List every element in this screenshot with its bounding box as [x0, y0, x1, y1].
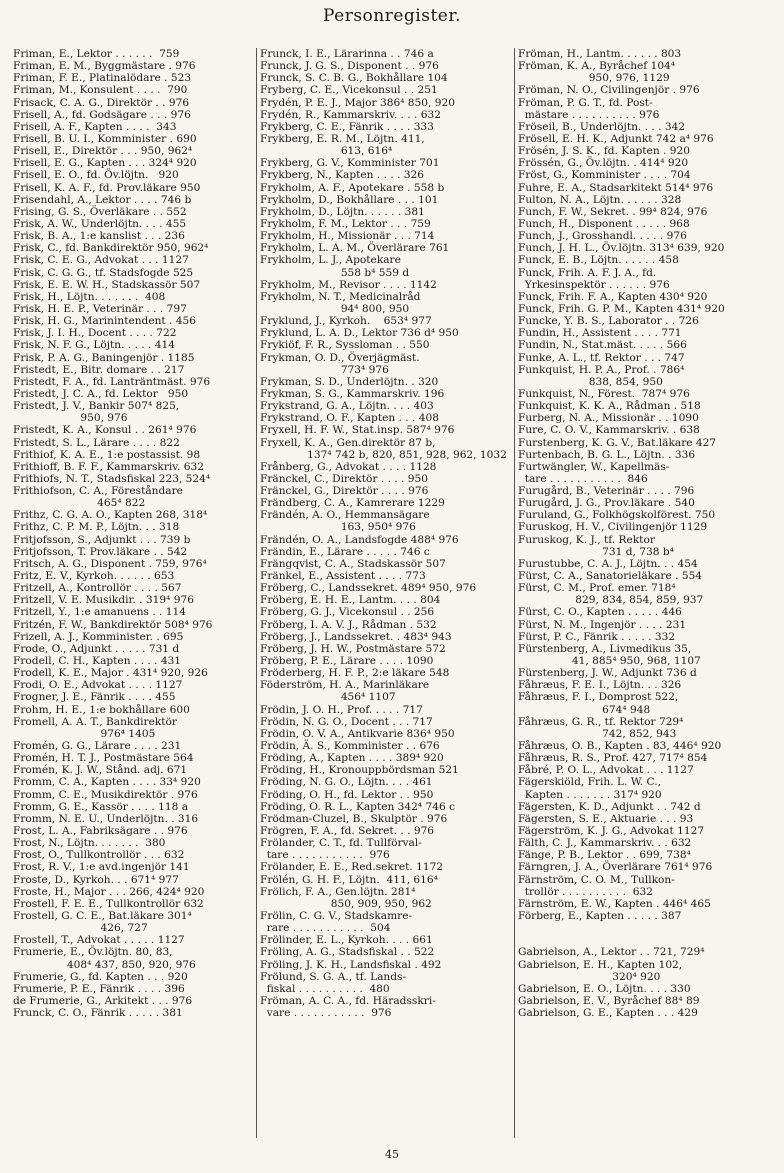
register-entry: Fulton, N. A., Löjtn. . . . . . 328: [518, 193, 682, 206]
register-entry: Fröding, N. G. O., Löjtn. . . . 461: [260, 776, 433, 789]
register-entry: Fristedt, E., Bitr. domare . . 217: [13, 363, 185, 376]
register-entry: Funkquist, K. K. A., Rådman . 518: [518, 400, 701, 413]
register-entry: rare . . . . . . . . . . . 504: [260, 922, 391, 935]
register-entry: 465⁴ 822: [13, 497, 146, 510]
register-entry: Fryxell, H. F. W., Stat.insp. 587⁴ 976: [260, 424, 455, 437]
register-entry: Fröling, A. G., Stadsfiskal . . 522: [260, 946, 435, 959]
register-entry: Fåhræus, F. I., Domprost 522,: [518, 691, 679, 704]
register-entry: Fundin, N., Stat.mäst. . . . . 566: [518, 339, 687, 352]
register-entry: Fromm, C. A., Kapten . . . . 33⁴ 920: [13, 776, 201, 789]
register-entry: Fåbré, P. O. L., Advokat . . . 1127: [518, 764, 694, 777]
register-entry: Fränkel, E., Assistent . . . . 773: [260, 570, 426, 583]
register-entry: vare . . . . . . . . . . . 976: [260, 1007, 392, 1020]
register-entry: 838, 854, 950: [518, 375, 663, 388]
register-entry: Frändin, E., Lärare . . . . . 746 c: [260, 545, 430, 558]
register-entry: Fröding, O. H., fd. Lektor . . 950: [260, 788, 434, 801]
register-entry: Fritjofsson, T. Prov.läkare . . 542: [13, 545, 188, 558]
register-entry: Frödin, J. O. H., Prof. . . . . 717: [260, 703, 423, 716]
register-entry: Fristedt, S. L., Lärare . . . . 822: [13, 436, 180, 449]
register-entry: Frostell, T., Advokat . . . . . 1127: [13, 934, 185, 947]
register-entry: Frode, O., Adjunkt . . . . . 731 d: [13, 642, 180, 655]
register-entry: Frunck, S. C. B. G., Bokhållare 104: [260, 72, 448, 85]
register-entry: Frykholm, D., Bokhållare . . . 101: [260, 193, 439, 206]
register-entry: 456⁴ 1107: [260, 691, 396, 704]
register-entry: Frumerie, P. E., Fänrik . . . . 396: [13, 982, 185, 995]
register-entry: Frisell, B. U. I., Komminister . 690: [13, 132, 197, 145]
register-entry: 674⁴ 948: [518, 703, 651, 716]
register-entry: Frunck, J. G. S., Disponent . . 976: [260, 60, 439, 73]
register-entry: Fürst, N. M., Ingenjör . . . . 231: [518, 618, 687, 631]
register-entry: [518, 922, 776, 934]
register-entry: Fristedt, J. V., Bankir 507⁴ 825,: [13, 400, 180, 413]
register-entry: Fritzell, A., Kontrollör . . . . 567: [13, 582, 182, 595]
register-entry: Furstenberg, K. G. V., Bat.läkare 427: [518, 436, 717, 449]
register-entry: Funck, Frih. F. A., Kapten 430⁴ 920: [518, 290, 708, 303]
register-entry: [518, 934, 776, 946]
register-entry: Frändén, O. A., Landsfogde 488⁴ 976: [260, 533, 459, 546]
register-entry: Frithiofson, C. A., Föreståndare: [13, 485, 183, 498]
register-entry: Frykman, S. G., Kammarskriv. 196: [260, 387, 445, 400]
register-column-left: [13, 48, 253, 1019]
register-entry: Fränckel, C., Direktör . . . . 950: [260, 472, 428, 485]
register-entry: Funch, J. H. L., Öv.löjtn. 313⁴ 639, 920: [518, 242, 725, 255]
register-entry: Frölin, C. G. V., Stadskamre-: [260, 909, 413, 922]
register-entry: Fromm, N. E. U., Underlöjtn. . 316: [13, 812, 199, 825]
register-entry: Frostell, F. E. E., Tullkontrollör 632: [13, 897, 204, 910]
register-entry: Furustubbe, C. A. J., Löjtn. . . 454: [518, 557, 698, 570]
register-entry: Fröberg, C., Landssekret. 489⁴ 950, 976: [260, 582, 477, 595]
register-entry: Fåhræus, G. R., tf. Rektor 729⁴: [518, 715, 684, 728]
register-entry: Frykiöf, F. R., Syssloman . . 550: [260, 339, 430, 352]
register-entry: Furugård, J. G., Prov.läkare . 540: [518, 497, 695, 510]
register-entry: Fromén, K. J. W., Stånd. adj. 671: [13, 764, 188, 777]
register-entry: Frumerie, G., fd. Kapten . . . 920: [13, 970, 188, 983]
register-entry: de Frumerie, G., Arkitekt . . . 976: [13, 994, 193, 1007]
register-entry: Frisk, H., Löjtn. . . . . . . 408: [13, 290, 166, 303]
register-entry: Fägerskiöld, Frih. L. W. C.,: [518, 776, 661, 789]
register-entry: Frisk, A. W., Underlöjtn. . . . 455: [13, 217, 187, 230]
register-entry: Frisell, A. F., Kapten . . . . 343: [13, 120, 177, 133]
register-entry: Frisell, K. A. F., fd. Prov.läkare 950: [13, 181, 201, 194]
register-entry: Frising, G. S., Överläkare . . 552: [13, 205, 187, 218]
register-entry: Froste, D., Kyrkoh. . . 671⁴ 977: [13, 873, 179, 886]
register-entry: Frösell, E. H. K., Adjunkt 742 a⁴ 976: [518, 132, 714, 145]
register-entry: Frisk, B. A., 1:e kanslist . . . 236: [13, 230, 185, 243]
register-entry: Frykberg, C. E., Fänrik . . . . 333: [260, 120, 434, 133]
register-entry: Frödin, O. V. A., Antikvarie 836⁴ 950: [260, 727, 455, 740]
register-entry: Frizell, A. J., Komminister. . 695: [13, 630, 184, 643]
register-entry: Fröman, A. C. A., fd. Häradsskri-: [260, 994, 436, 1007]
register-entry: Frisell, A., fd. Godsägare . . . 976: [13, 108, 191, 121]
register-entry: Froste, H., Major . . . 266, 424⁴ 920: [13, 885, 205, 898]
register-entry: Frost, N., Löjtn. . . . . . . 380: [13, 837, 166, 850]
register-entry: Fröberg, J. H. W., Postmästare 572: [260, 642, 446, 655]
register-entry: tare . . . . . . . . . . . 976: [260, 849, 390, 862]
register-entry: Fröling, J. K. H., Landsfiskal . 492: [260, 958, 442, 971]
register-entry: Frändberg, C. A., Kamrerare 1229: [260, 497, 445, 510]
register-entry: fiskal . . . . . . . . . . 480: [260, 982, 390, 995]
register-entry: Frösén, J. S. K., fd. Kapten . 920: [518, 145, 690, 158]
register-entry: Fägersten, S. E., Aktuarie . . . 93: [518, 812, 694, 825]
register-entry: Frithiofs, N. T., Stadsfiskal 223, 524⁴: [13, 472, 211, 485]
register-entry: Fürst, P. C., Fänrik . . . . . 332: [518, 630, 676, 643]
register-entry: Fromén, G. G., Lärare . . . . 231: [13, 740, 182, 753]
register-entry: Frisk, H. G., Marinintendent . 456: [13, 315, 197, 328]
register-entry: Furugård, B., Veterinär . . . . 796: [518, 485, 695, 498]
register-entry: Frykholm, H., Missionär . . . 714: [260, 230, 435, 243]
register-entry: Fröman, P. G. T., fd. Post-: [518, 96, 653, 109]
register-entry: Frykholm, N. T., Medicinalråd: [260, 290, 421, 303]
register-entry: Frunck, I. E., Lärarinna . . 746 a: [260, 48, 434, 60]
register-entry: Fryklund, J., Kyrkoh. 653⁴ 977: [260, 315, 432, 328]
register-entry: 850, 909, 950, 962: [260, 897, 432, 910]
register-entry: Fristedt, F. A., fd. Lanträntmäst. 976: [13, 375, 211, 388]
register-entry: Furuland, G., Folkhögskolförest. 750: [518, 509, 716, 522]
register-entry: Frykholm, D., Löjtn. . . . . . 381: [260, 205, 425, 218]
register-entry: Förberg, E., Kapten . . . . . 387: [518, 909, 682, 922]
register-entry: Frykholm, A. F., Apotekare . 558 b: [260, 181, 445, 194]
register-entry: Fröberg, E. H. E., Lantm. . . . 804: [260, 594, 441, 607]
register-entry: 950, 976, 1129: [518, 72, 670, 85]
register-entry: Färnström, C. O. M., Tullkon-: [518, 873, 675, 886]
register-entry: Frydén, R., Kammarskriv. . . . 632: [260, 108, 441, 121]
register-column-middle: [256, 48, 512, 1138]
register-entry: Frölén, G. H. F., Löjtn. 411, 616⁴: [260, 873, 438, 886]
register-entry: Frunck, C. O., Fänrik . . . . . 381: [13, 1007, 183, 1020]
register-entry: Frölund, S. G. A., tf. Lands-: [260, 970, 407, 983]
register-entry: Frithz, C. G. A. O., Kapten 268, 318⁴: [13, 509, 208, 522]
register-entry: Frost, O., Tullkontrollör . . . 632: [13, 849, 185, 862]
register-entry: Fürst, C. M., Prof. emer. 718⁴: [518, 582, 676, 595]
register-entry: Frithioff, B. F. F., Kammarskriv. 632: [13, 460, 204, 473]
register-entry: Kapten . . . . . . . 317⁴ 920: [518, 788, 662, 801]
register-entry: Fröman, H., Lantm. . . . . . 803: [518, 48, 682, 60]
register-entry: Fränckel, G., Direktör . . . . 976: [260, 485, 429, 498]
register-entry: Frössén, G., Öv.löjtn. . 414⁴ 920: [518, 157, 689, 170]
register-entry: Funck, Frih. A. F. J. A., fd.: [518, 266, 657, 279]
register-entry: Yrkesinspektör . . . . . . 976: [518, 278, 670, 291]
register-entry: Frisack, C. A. G., Direktör . . 976: [13, 96, 190, 109]
register-entry: Fürstenberg, J. W., Adjunkt 736 d: [518, 667, 697, 680]
register-entry: 731 d, 738 b⁴: [518, 545, 674, 558]
register-entry: 976⁴ 1405: [13, 727, 156, 740]
register-entry: Gabrielson, E. V., Byråchef 88⁴ 89: [518, 994, 700, 1007]
register-entry: Frisell, E., Direktör . . . 950, 962⁴: [13, 145, 193, 158]
register-entry: Fägerström, K. J. G., Advokat 1127: [518, 825, 705, 837]
register-entry: Gabrielson, E. H., Kapten 102,: [518, 958, 683, 971]
register-entry: Frykholm, L. A. M., Överlärare 761: [260, 242, 450, 255]
register-entry: Färngren, J. A., Överlärare 761⁴ 976: [518, 861, 713, 874]
register-entry: Frykholm, L. J., Apotekare: [260, 254, 401, 267]
register-entry: Frodell, K. E., Major . 431⁴ 920, 926: [13, 667, 208, 680]
register-entry: Funcke, Y. B. S., Laborator . . 726: [518, 315, 699, 328]
register-entry: Fromell, A. A. T., Bankdirektör: [13, 715, 177, 728]
register-entry: Funkquist, N., Förest. 787⁴ 976: [518, 387, 690, 400]
register-entry: Funke, A. L., tf. Rektor . . . 747: [518, 351, 685, 364]
register-entry: Fröding, O. R. L., Kapten 342⁴ 746 c: [260, 800, 456, 813]
register-entry: 94⁴ 800, 950: [260, 302, 410, 315]
register-entry: Friman, F. E., Platinalödare . 523: [13, 72, 192, 85]
register-entry: Fåhræus, R. S., Prof. 427, 717⁴ 854: [518, 752, 708, 765]
register-entry: Frykberg, G. V., Komminister 701: [260, 157, 440, 170]
register-entry: Fromén, H. T. J., Postmästare 564: [13, 752, 194, 765]
register-entry: Fuhre, E. A., Stadsarkitekt 514⁴ 976: [518, 181, 714, 194]
register-entry: Furuskog, H. V., Civilingenjör 1129: [518, 521, 708, 534]
register-entry: Fryxell, K. A., Gen.direktör 87 b,: [260, 436, 436, 449]
register-entry: Frisendahl, A., Lektor . . . . 746 b: [13, 193, 192, 206]
register-entry: Fürst, C. A., Sanatorieläkare . 554: [518, 570, 703, 583]
register-entry: Frostell, G. C. E., Bat.läkare 301⁴: [13, 909, 192, 922]
register-entry: Fröding, A., Kapten . . . . 389⁴ 920: [260, 752, 444, 765]
register-entry: 742, 852, 943: [518, 727, 677, 740]
register-entry: 408⁴ 437, 850, 920, 976: [13, 958, 196, 971]
register-entry: Frykberg, N., Kapten . . . . 326: [260, 169, 425, 182]
register-entry: Frödin, Ä. S., Komminister . . 676: [260, 740, 440, 753]
register-entry: Frogner, J. E., Fänrik . . . . 455: [13, 691, 176, 704]
register-entry: 163, 950⁴ 976: [260, 521, 416, 534]
register-entry: Frost, R. V., 1:e avd.ingenjör 141: [13, 861, 190, 874]
register-entry: Frisk, E. E. W. H., Stadskassör 507: [13, 278, 201, 291]
register-entry: Färnström, E. W., Kapten . 446⁴ 465: [518, 897, 711, 910]
register-entry: Frölander, E. E., Red.sekret. 1172: [260, 861, 444, 874]
register-entry: Fürstenberg, A., Livmedikus 35,: [518, 642, 692, 655]
register-entry: Frisk, P. A. G., Baningenjör . 1185: [13, 351, 195, 364]
register-entry: Fristedt, K. A., Konsul . . 261⁴ 976: [13, 424, 197, 437]
register-entry: Furuskog, K. J., tf. Rektor: [518, 533, 655, 546]
register-entry: Fritjofsson, S., Adjunkt . . . 739 b: [13, 533, 191, 546]
register-entry: 558 b⁴ 559 d: [260, 266, 410, 279]
register-entry: Funck, E. B., Löjtn. . . . . . 458: [518, 254, 679, 267]
register-entry: Frändén, A. O., Hemmansägare: [260, 509, 430, 522]
register-entry: Fröberg, J., Landssekret. . 483⁴ 943: [260, 630, 452, 643]
register-entry: Friman, E., Lektor . . . . . . 759: [13, 48, 180, 60]
register-entry: Frölinder, E. L., Kyrkoh. . . . 661: [260, 934, 433, 947]
register-entry: Fromm, G. E., Kassör . . . . 118 a: [13, 800, 189, 813]
register-entry: Fristedt, J. C. A., fd. Lektor 950: [13, 387, 189, 400]
register-entry: Fröberg, G. J., Vicekonsul . . 256: [260, 606, 435, 619]
register-entry: Funck, Frih. G. P. M., Kapten 431⁴ 920: [518, 302, 725, 315]
register-entry: Frisk, N. F. G., Löjtn. . . . . 414: [13, 339, 176, 352]
register-entry: Frykholm, F. M., Lektor . . . 759: [260, 217, 431, 230]
register-entry: Fröderberg, H. F. P., 2:e läkare 548: [260, 667, 450, 680]
register-entry: Fåhræus, F. E. I., Löjtn. . . 326: [518, 679, 682, 692]
register-entry: tare . . . . . . . . . . . 846: [518, 472, 648, 485]
register-entry: Fröding, H., Kronouppbördsman 521: [260, 764, 459, 777]
register-entry: Frånberg, G., Advokat . . . . 1128: [260, 460, 437, 473]
register-entry: Frisk, C., fd. Bankdirektör 950, 962⁴: [13, 242, 209, 255]
register-entry: Fryberg, C. E., Vicekonsul . . 251: [260, 84, 438, 97]
register-entry: Frisell, E. O., fd. Öv.löjtn. 920: [13, 169, 179, 182]
register-entry: Gabrielson, E. O., Löjtn. . . . 330: [518, 982, 691, 995]
register-entry: Frykman, S. D., Underlöjtn. . 320: [260, 375, 439, 388]
register-entry: Friman, E. M., Byggmästare . 976: [13, 60, 196, 73]
register-entry: Frykberg, E. R. M., Löjtn. 411,: [260, 132, 425, 145]
register-entry: Fälth, C. J., Kammarskriv. . . 632: [518, 837, 692, 850]
register-entry: 773⁴ 976: [260, 363, 389, 376]
register-entry: Fröberg, I. A. V. J., Rådman . 532: [260, 618, 437, 631]
register-entry: Fägersten, K. D., Adjunkt . . 742 d: [518, 800, 701, 813]
register-entry: Fröst, G., Komminister . . . . 704: [518, 169, 691, 182]
register-column-right: [514, 48, 776, 1138]
register-entry: Funkquist, H. P. A., Prof. . 786⁴: [518, 363, 685, 376]
register-entry: Frödman-Cluzel, B., Skulptör . 976: [260, 812, 448, 825]
register-entry: Frisk, J. I. H., Docent . . . . 722: [13, 327, 177, 340]
page-title: Personregister.: [322, 6, 462, 26]
register-entry: Fritz, E. V., Kyrkoh. . . . . . 653: [13, 570, 175, 583]
register-entry: Fromm, C. E., Musikdirektör . 976: [13, 788, 198, 801]
register-entry: Fritsch, A. G., Disponent . 759, 976⁴: [13, 557, 207, 570]
register-entry: Frisk, C. G. G., tf. Stadsfogde 525: [13, 266, 194, 279]
register-entry: Frisk, H. E. P., Veterinär . . . 797: [13, 302, 187, 315]
register-entry: Fänge, P. B., Lektor . . 699, 738⁴: [518, 849, 691, 862]
register-entry: Furtenbach, B. G. L., Löjtn. . 336: [518, 448, 696, 461]
register-entry: 829, 834, 854, 859, 937: [518, 594, 704, 607]
register-entry: Furtwängler, W., Kapellmäs-: [518, 460, 670, 473]
register-entry: Gabrielson, A., Lektor . . 721, 729⁴: [518, 946, 705, 959]
register-entry: Föderström, H. A., Marinläkare: [260, 679, 430, 692]
register-entry: Frykholm, M., Revisor . . . . 1142: [260, 278, 437, 291]
register-entry: 950, 976: [13, 412, 128, 425]
register-entry: Frölich, F. A., Gen.löjtn. 281⁴: [260, 885, 416, 898]
register-entry: Frykman, O. D., Överjägmäst.: [260, 351, 420, 364]
register-entry: Frisell, E. G., Kapten . . . 324⁴ 920: [13, 157, 197, 170]
register-entry: Fritzell, V. E. Musikdir. . 319⁴ 976: [13, 594, 194, 607]
register-entry: Fåhræus, O. B., Kapten . 83, 446⁴ 920: [518, 740, 722, 753]
register-entry: Frithz, C. P. M. P., Löjtn. . . 318: [13, 521, 180, 534]
register-entry: Frost, L. A., Fabriksägare . . 976: [13, 825, 188, 837]
register-entry: Funch, F. W., Sekret. . 99⁴ 824, 976: [518, 205, 708, 218]
register-entry: Frykstrand, G. A., Löjtn. . . . 403: [260, 400, 434, 413]
register-entry: Fritzén, F. W., Bankdirektör 508⁴ 976: [13, 618, 213, 631]
register-entry: Fundin, H., Assistent . . . . 771: [518, 327, 682, 340]
register-entry: Funch, J., Grosshandl. . . . . 976: [518, 230, 687, 243]
register-entry: 41, 885⁴ 950, 968, 1107: [518, 655, 701, 668]
register-entry: Frumerie, E., Öv.löjtn. 80, 83,: [13, 946, 173, 959]
register-entry: trollör . . . . . . . . . . 632: [518, 885, 653, 898]
register-entry: Fritzell, Y., 1:e amanuens . . 114: [13, 606, 187, 619]
register-entry: 426, 727: [13, 922, 148, 935]
register-entry: 613, 616⁴: [260, 145, 393, 158]
register-entry: Frödin, N. G. O., Docent . . . 717: [260, 715, 433, 728]
register-entry: Frölander, C. T., fd. Tullförval-: [260, 837, 422, 850]
register-entry: mästare . . . . . . . . . . 976: [518, 108, 660, 121]
register-entry: Fröberg, P. E., Lärare . . . . 1090: [260, 655, 434, 668]
register-entry: Frohm, H. E., 1:e bokhållare 600: [13, 703, 190, 716]
register-entry: Gabrielson, G. E., Kapten . . . 429: [518, 1007, 698, 1020]
register-entry: 320⁴ 920: [518, 970, 661, 983]
register-entry: Frykstrand, O. F., Kapten . . . 408: [260, 412, 439, 425]
register-entry: Fröseil, B., Underlöjtn. . . . 342: [518, 120, 686, 133]
register-entry: Frögren, F. A., fd. Sekret. . . 976: [260, 825, 435, 837]
register-entry: Funch, H., Disponent . . . . . 968: [518, 217, 690, 230]
page-number: 45: [385, 1148, 399, 1161]
register-entry: Fröman, N. O., Civilingenjör . 976: [518, 84, 700, 97]
register-entry: Friman, M., Konsulent . . . . 790: [13, 84, 188, 97]
register-entry: Fure, C. O. V., Kammarskriv. . 638: [518, 424, 700, 437]
register-entry: Fürst, C. O., Kapten . . . . . 446: [518, 606, 682, 619]
register-entry: Frisk, C. E. G., Advokat . . . 1127: [13, 254, 189, 267]
register-entry: Fröman, K. A., Byråchef 104⁴: [518, 60, 676, 73]
register-entry: Furberg, N. A., Missionär . . 1090: [518, 412, 699, 425]
register-entry: Frodi, O. E., Advokat . . . . 1127: [13, 679, 183, 692]
register-entry: Frydén, P. E. J., Major 386⁴ 850, 920: [260, 96, 455, 109]
register-entry: Frodell, C. H., Kapten . . . . 431: [13, 655, 182, 668]
register-entry: Frithiof, K. A. E., 1:e postassist. 98: [13, 448, 201, 461]
register-entry: Frängqvist, C. A., Stadskassör 507: [260, 557, 446, 570]
register-entry: Fryklund, L. A. D., Lektor 736 d⁴ 950: [260, 327, 459, 340]
register-entry: 137⁴ 742 b, 820, 851, 928, 962, 1032: [260, 448, 507, 461]
